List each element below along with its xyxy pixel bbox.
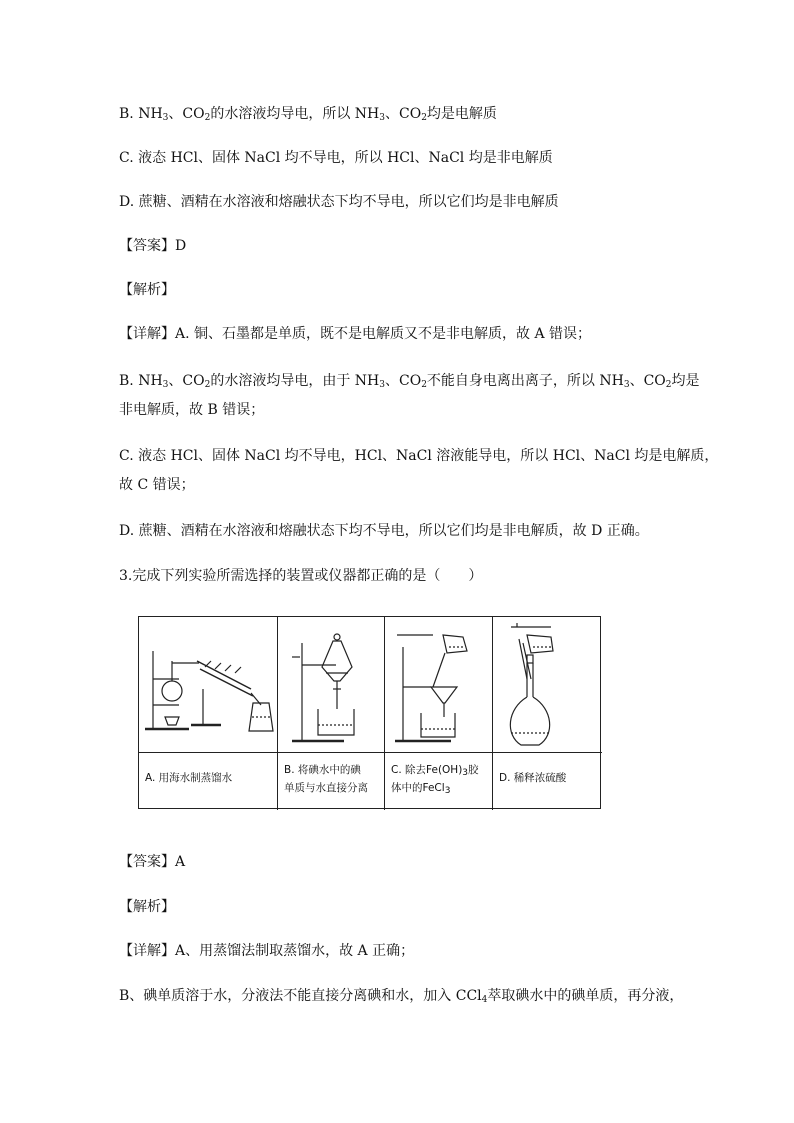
caption-b-line1: B. 将碘水中的碘 [284, 764, 361, 776]
text: 体中的 [391, 782, 423, 794]
text: 、CO [168, 373, 205, 389]
subscript: 2 [204, 113, 211, 123]
figure-distillation [139, 617, 278, 753]
caption-d [493, 753, 602, 810]
text: B. NH [119, 373, 163, 389]
caption-d-text: D. 稀释浓硫酸 [499, 772, 567, 784]
formula: FeCl [422, 782, 445, 794]
figure-filtration [385, 617, 493, 753]
subscript: 3 [379, 113, 385, 123]
text: 的水溶液均导电，由于 NH [210, 373, 380, 389]
figure-separatory-funnel [278, 617, 385, 753]
detail-line-b1 [119, 371, 700, 391]
detail-line-d: D. 蔗糖、酒精在水溶液和熔融状态下均不导电，所以它们均是非电解质，故 D 正确。 [119, 523, 649, 539]
detail-line-a2: 【详解】A、用蒸馏法制取蒸馏水，故 A 正确； [119, 943, 415, 959]
question-3: 3.完成下列实验所需选择的装置或仪器都正确的是（ ） [119, 568, 483, 584]
subscript: 2 [421, 113, 427, 123]
text: 、CO [384, 106, 422, 122]
text: 的水溶液均导电，所以 NH [210, 106, 380, 122]
detail-line-b2: 非电解质，故 B 错误； [119, 402, 265, 418]
figure-dilution [493, 617, 602, 753]
apparatus-table [138, 616, 601, 809]
option-b-line [119, 104, 497, 124]
subscript: 2 [421, 380, 427, 390]
caption-c-line1 [391, 761, 488, 779]
text: 、CO [629, 373, 666, 389]
volumetric-flask-icon [493, 617, 602, 753]
filtration-apparatus-icon [385, 617, 493, 753]
text: 均是 [671, 373, 700, 389]
text: 胶 [468, 764, 479, 776]
formula: Fe(OH) [426, 764, 463, 776]
subscript: 2 [204, 380, 211, 390]
text: 、CO [168, 106, 205, 122]
text: C. 除去 [391, 764, 427, 776]
subscript: 3 [379, 380, 385, 390]
analysis-label-2: 【解析】 [119, 899, 175, 915]
distillation-apparatus-icon [139, 617, 278, 753]
text: 、CO [384, 373, 422, 389]
separatory-funnel-icon [278, 617, 385, 753]
answer-label-2: 【答案】A [119, 854, 186, 870]
text: 不能自身电离出离子，所以 NH [426, 373, 624, 389]
analysis-label: 【解析】 [119, 282, 175, 298]
detail-line-a: 【详解】A. 铜、石墨都是单质，既不是电解质又不是非电解质，故 A 错误； [119, 326, 592, 342]
detail-line-b3 [119, 986, 683, 1006]
option-c-line: C. 液态 HCl、固体 NaCl 均不导电，所以 HCl、NaCl 均是非电解质 [119, 150, 553, 166]
subscript: 3 [462, 768, 469, 778]
option-d-line: D. 蔗糖、酒精在水溶液和熔融状态下均不导电，所以它们均是非电解质 [119, 194, 559, 210]
subscript: 2 [665, 380, 672, 390]
subscript: 4 [481, 995, 488, 1005]
caption-b-line2: 单质与水直接分离 [284, 782, 368, 794]
subscript: 3 [623, 380, 630, 390]
answer-label: 【答案】D [119, 238, 187, 254]
subscript: 3 [162, 380, 169, 390]
subscript: 3 [444, 786, 451, 796]
detail-line-c2: 故 C 错误； [119, 477, 195, 493]
text: B、碘单质溶于水，分液法不能直接分离碘和水，加入 CCl [119, 988, 482, 1004]
caption-b [278, 753, 385, 810]
caption-a-text: A. 用海水制蒸馏水 [145, 772, 233, 784]
caption-a [139, 753, 278, 810]
caption-c-line2 [391, 779, 488, 797]
text: B. NH [119, 106, 163, 122]
caption-c [385, 753, 493, 810]
text: 均是电解质 [426, 106, 497, 122]
text: 萃取碘水中的碘单质，再分液， [487, 988, 684, 1004]
detail-line-c1: C. 液态 HCl、固体 NaCl 均不导电，HCl、NaCl 溶液能导电，所以 HCl、NaCl 均是电解质， [119, 448, 719, 464]
subscript: 3 [162, 113, 169, 123]
